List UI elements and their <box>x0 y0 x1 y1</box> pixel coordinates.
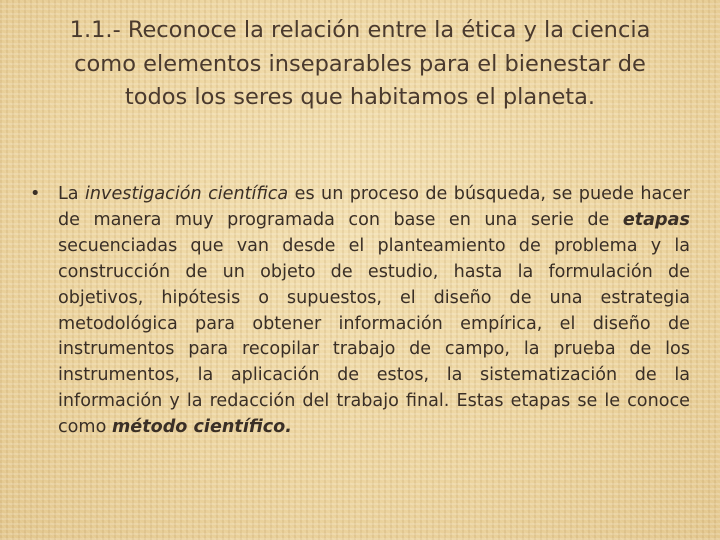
bullet-text <box>58 184 690 437</box>
bullet-item <box>30 182 690 441</box>
bullet-text-segment: La <box>58 184 85 204</box>
term-investigacion-cientifica: investigación científica <box>85 184 289 204</box>
term-metodo-cientifico: método científico. <box>111 417 292 438</box>
bullet-icon: • <box>30 184 41 204</box>
bullet-text-segment: secuenciadas que van desde el planteamiento de problema y la construcción de un objeto de estudio, hasta la formulación de objetivos, hipótesis o supuestos, el diseño de una estrategia metodológica para obtener información empírica, el diseño de instrumentos para recopilar trabajo de campo, la prueba de los instrumentos, la aplicación de estos, la sistematización de la información y la redacción del trabajo final. Estas etapas se le conoce como <box>58 235 690 438</box>
bullet-list <box>30 182 690 441</box>
term-etapas: etapas <box>622 209 690 230</box>
bullet-text-segment: es un proceso de búsqueda, se puede hacer de manera muy programada con base en una serie de <box>58 184 690 230</box>
slide-title: 1.1.- Reconoce la relación entre la ética y la ciencia como elementos inseparables para el bienestar de todos los seres que habitamos el planeta. <box>69 17 651 110</box>
